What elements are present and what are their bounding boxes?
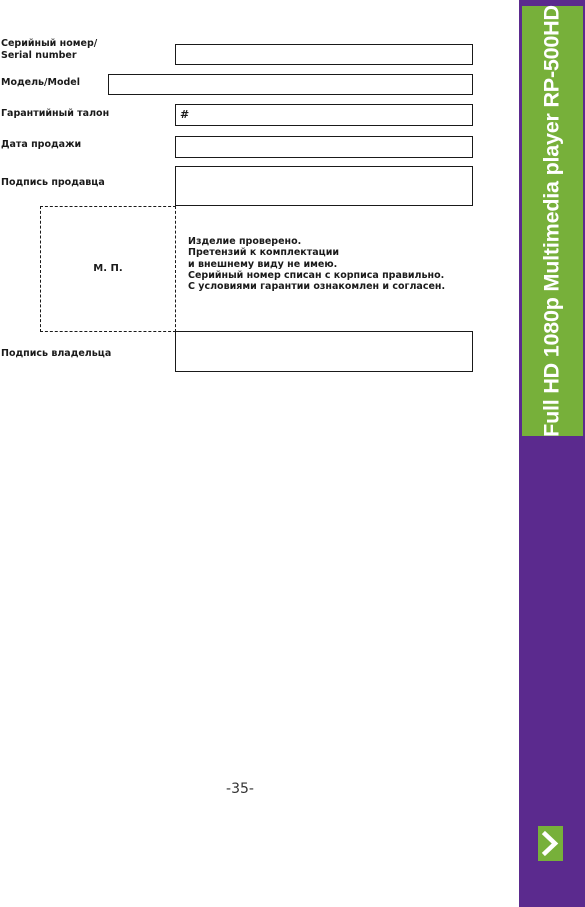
page-number: -35- (226, 781, 254, 797)
chevron-right-icon (538, 826, 563, 861)
declaration-line: Изделие проверено. (188, 236, 302, 247)
seller-signature-label: Подпись продавца (1, 177, 105, 188)
next-page-button[interactable] (538, 826, 563, 861)
serial-number-field[interactable] (175, 44, 473, 65)
owner-signature-field[interactable] (175, 331, 473, 372)
seller-signature-field[interactable] (175, 166, 473, 206)
warranty-card-field[interactable] (175, 104, 473, 126)
stamp-area (40, 206, 176, 332)
warranty-card-value: # (180, 108, 190, 121)
model-field[interactable] (108, 74, 473, 95)
serial-number-label-line2: Serial number (1, 50, 77, 61)
stamp-label: М. П. (93, 263, 123, 274)
owner-declaration (188, 236, 445, 292)
sale-date-field[interactable] (175, 136, 473, 158)
side-title-box (522, 6, 583, 436)
warranty-card-label: Гарантийный талон (1, 108, 110, 119)
serial-number-label-line1: Серийный номер/ (1, 38, 98, 49)
declaration-line: Претензий к комплектации (188, 247, 340, 259)
product-title: Full HD 1080p Multimedia player RP-500HD (539, 5, 564, 437)
declaration-line: Серийный номер списан с корписа правильно. (188, 269, 445, 281)
serial-number-label (1, 38, 97, 62)
sale-date-label: Дата продажи (1, 139, 82, 150)
model-label: Модель/Model (1, 77, 81, 88)
declaration-line: и внешнему виду не имею. (188, 258, 338, 270)
owner-signature-label: Подпись владельца (1, 348, 112, 359)
declaration-line: С условиями гарантии ознакомлен и согласен. (188, 281, 446, 293)
